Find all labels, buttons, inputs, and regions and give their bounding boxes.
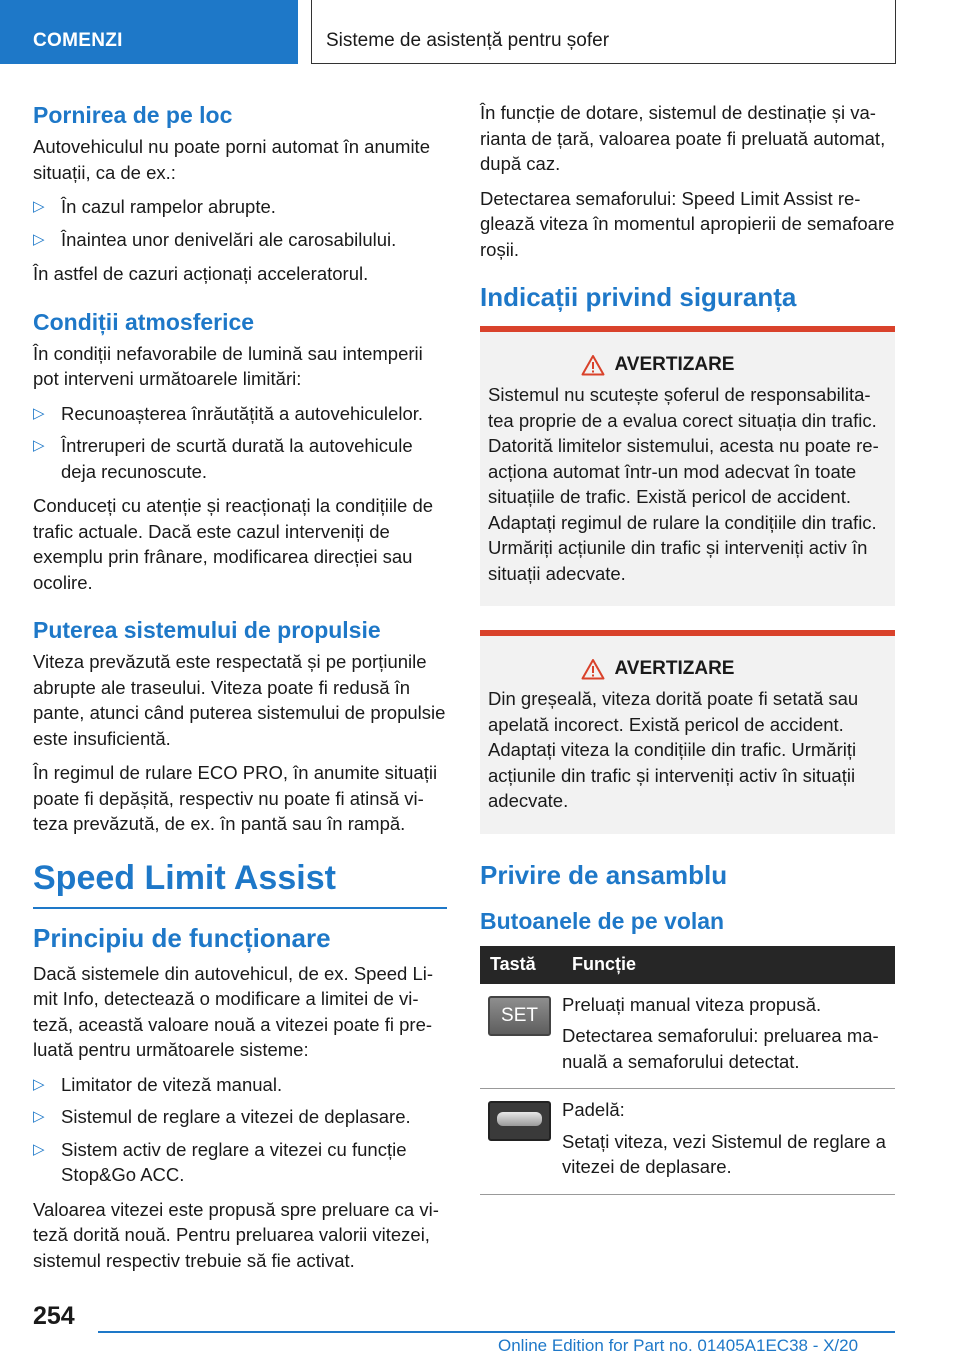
paragraph: Valoarea vitezei este propusă spre preluare ca viteză dorită nouă. Pentru preluarea valorii vitezei, sistemul respectiv trebuie să fie activat.	[33, 1198, 439, 1271]
heading-speed-limit-assist: Speed Limit Assist	[33, 857, 447, 909]
warning-triangle-icon	[581, 354, 605, 376]
list-item: ▷ Sistemul de reglare a vitezei de deplasare.	[33, 1104, 447, 1130]
bullet-list	[33, 401, 447, 485]
triangle-bullet-icon: ▷	[33, 437, 45, 454]
triangle-bullet-icon: ▷	[33, 198, 45, 215]
table-header-row	[480, 946, 895, 984]
triangle-bullet-icon: ▷	[33, 404, 45, 422]
warning-box	[480, 326, 895, 606]
section-tab	[0, 0, 298, 64]
list-item: ▷ Înaintea unor denivelări ale carosabilului.	[33, 227, 447, 253]
column-header-function: Funcție	[562, 946, 895, 984]
bullet-list	[33, 194, 447, 252]
right-column	[480, 100, 895, 1195]
heading-conditii: Condiții atmosferice	[33, 308, 255, 335]
key-cell	[480, 1089, 562, 1195]
list-item: ▷ În cazul rampelor abrupte.	[33, 194, 447, 220]
heading-puterea: Puterea sistemului de propulsie	[33, 617, 381, 643]
paragraph: În condiții nefavorabile de lumină sau intemperii pot interveni următoarele limitări:	[33, 342, 423, 389]
footer-divider	[98, 1331, 895, 1333]
function-cell: Preluați manual viteza propusă. Detectarea semaforului: preluarea manuală a semaforului detectat.	[562, 984, 895, 1089]
list-item: ▷ Întreruperi de scurtă durată la autovehicule deja recunoscute.	[33, 435, 413, 482]
warning-text: Sistemul nu scutește șoferul de responsabilitatea proprie de a evalua corect situația din trafic. Datorită limitelor sistemului, acesta nu poate reacționa automat într-un mod adecvat în toate situațiile de trafic. Există pericol de accident. Adaptați regimul de rulare la condițiile din trafic. Urmăriți acțiunile din trafic și interveniți activ în situații adecvate.	[488, 384, 879, 584]
warning-triangle-icon	[581, 658, 605, 680]
triangle-bullet-icon: ▷	[33, 1075, 45, 1093]
chapter-tab	[311, 0, 896, 64]
buttons-table	[480, 946, 895, 1195]
heading-siguranta: Indicații privind siguranța	[480, 282, 797, 312]
heading-pornirea: Pornirea de pe loc	[33, 102, 233, 128]
warning-text: Din greșeală, viteza dorită poate fi setată sau apelată incorect. Există pericol de accident. Adaptați viteza la condițiile din trafic. Urmăriți acțiunile din trafic și interveniți activ în situații adecvate.	[488, 688, 859, 811]
function-cell: Padelă: Setați viteza, vezi Sistemul de reglare a vitezei de deplasare.	[562, 1089, 895, 1195]
table-row	[480, 1089, 895, 1195]
heading-privire: Privire de ansamblu	[480, 859, 728, 890]
footer-edition: Online Edition for Part no. 01405A1EC38 - X/20	[498, 1336, 859, 1355]
paragraph: Viteza prevăzută este respectată și pe porțiunile abrupte ale traseului. Viteza poate fi redusă în pante, atunci când puterea sistemului de propulsie este insuficientă.	[33, 651, 446, 749]
triangle-bullet-icon: ▷	[33, 1108, 45, 1125]
left-column	[33, 100, 447, 1282]
key-cell	[480, 984, 562, 1089]
warning-header	[488, 658, 887, 680]
paragraph: În funcție de dotare, sistemul de destinație și varianta de țară, valoarea poate fi preluată automat, după caz.	[480, 102, 886, 174]
page-number: 254	[33, 1302, 75, 1330]
column-header-key: Tastă	[480, 946, 562, 984]
paragraph: Dacă sistemele din autovehicul, de ex. Speed Limit Info, detectează o modificare a limitei de viteză, această valoare nouă a vitezei poate fi preluată pentru următoarele sisteme:	[33, 962, 434, 1060]
section-title: COMENZI	[33, 30, 123, 51]
chapter-title: Sisteme de asistență pentru șofer	[326, 30, 610, 51]
warning-label: AVERTIZARE	[614, 658, 735, 679]
bullet-list	[33, 1072, 447, 1188]
list-item: ▷ Recunoașterea înrăutățită a autovehiculelor.	[33, 401, 447, 427]
paddle-icon	[488, 1101, 551, 1141]
table-row	[480, 984, 895, 1089]
paragraph: Detectarea semaforului: Speed Limit Assist reglează viteza în momentul apropierii de semafoare roșii.	[480, 187, 895, 260]
triangle-bullet-icon: ▷	[33, 230, 45, 248]
warning-label: AVERTIZARE	[614, 354, 735, 375]
heading-principiu: Principiu de funcționare	[33, 922, 331, 953]
paragraph: Conduceți cu atenție și reacționați la condițiile de trafic actuale. Dacă este cazul interveniți de exemplu prin frânare, modificarea direcției sau ocolire.	[33, 495, 434, 593]
warning-box	[480, 630, 895, 834]
list-item: ▷ Limitator de viteză manual.	[33, 1072, 447, 1098]
triangle-bullet-icon: ▷	[33, 1140, 45, 1158]
list-item: ▷ Sistem activ de reglare a vitezei cu funcție Stop&Go ACC.	[33, 1138, 407, 1185]
heading-butoane: Butoanele de pe volan	[480, 907, 725, 934]
paragraph: În astfel de cazuri acționați acceleratorul.	[33, 263, 369, 284]
warning-header	[488, 354, 887, 376]
paragraph: Autovehiculul nu poate porni automat în anumite situații, ca de ex.:	[33, 136, 430, 183]
paragraph: În regimul de rulare ECO PRO, în anumite situații poate fi depășită, respectiv nu poate fi atinsă viteza prevăzută, de ex. în pantă sau în rampă.	[33, 762, 438, 834]
set-button-icon: SET	[488, 996, 551, 1036]
